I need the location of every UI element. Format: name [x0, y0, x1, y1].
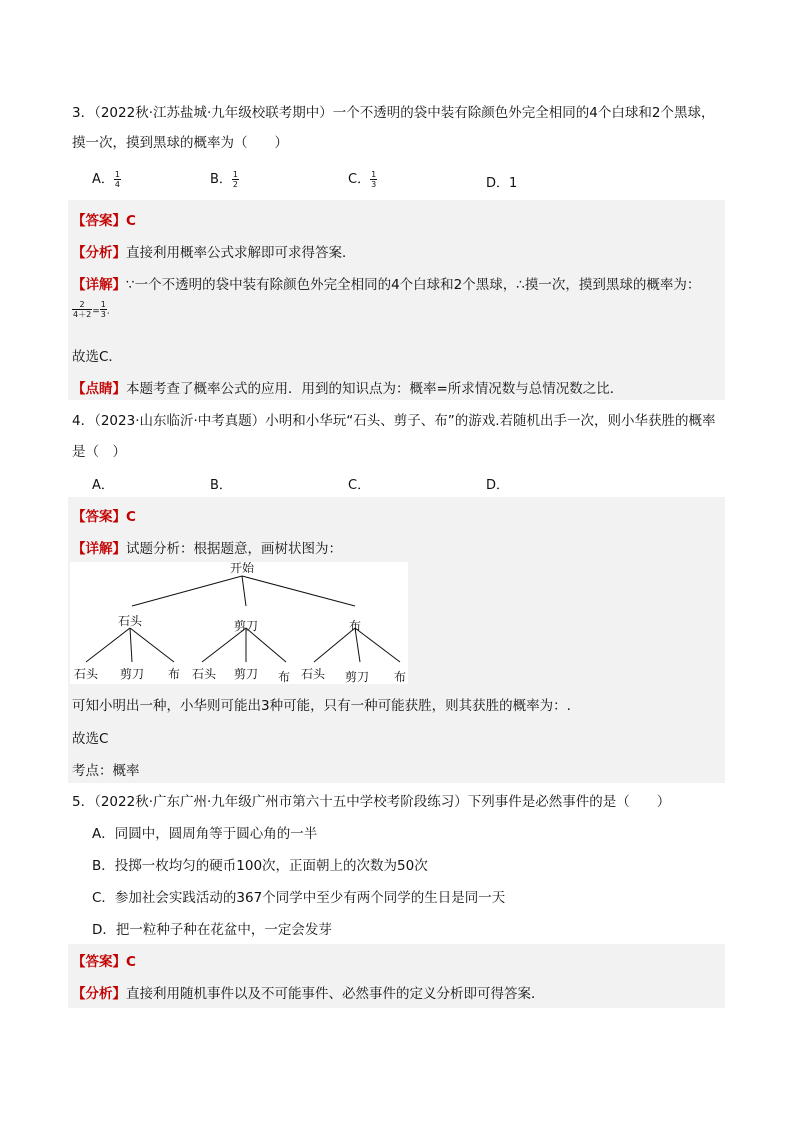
tree-level1-scissors: 剪刀: [233, 619, 259, 633]
q5-analysis: 【分析】直接利用随机事件以及不可能事件、必然事件的定义分析即可得答案．: [72, 986, 545, 1002]
q4-stem-line2: 是（ ）: [72, 444, 126, 460]
q5-option-d: D．把一粒种子种在花盆中，一定会发芽: [92, 922, 332, 938]
tree-level1-rock: 石头: [117, 614, 143, 628]
tree-leaf: 石头: [73, 667, 99, 681]
q3-solution-box: [68, 200, 725, 400]
q5-option-c: C．参加社会实践活动的367个同学中至少有两个同学的生日是同一天: [92, 890, 506, 906]
q4-choose: 故选C: [72, 731, 109, 747]
q4-option-a: A．: [92, 478, 114, 493]
q3-stem-line1: 3．（2022秋·江苏盐城·九年级校联考期中）一个不透明的袋中装有除颜色外完全相同的4个白球和2个黑球，: [72, 105, 715, 121]
tree-root-label: 开始: [229, 562, 255, 575]
q3-option-c: C． $\frac{1}{3}$: [348, 170, 377, 189]
q3-option-a: A． $\frac{1}{4}$: [92, 170, 120, 189]
tree-leaf: 石头: [300, 667, 326, 681]
q3-option-b: B． $\frac{1}{2}$: [210, 170, 239, 189]
tree-leaf: 布: [277, 670, 291, 684]
q3-option-d: D．1: [486, 176, 518, 191]
q3-detail: 【详解】∵一个不透明的袋中装有除颜色外完全相同的4个白球和2个黑球，∴摸一次，摸到黑球的概率为：: [72, 277, 701, 293]
q4-knowledge-point: 考点：概率: [72, 763, 140, 779]
tree-diagram: [70, 562, 408, 684]
q3-comment: 【点睛】本题考查了概率公式的应用．用到的知识点为：概率=所求情况数与总情况数之比．: [72, 381, 624, 397]
tree-leaf: 布: [393, 670, 407, 684]
tree-leaf: 布: [167, 667, 181, 681]
tree-leaf: 剪刀: [233, 667, 259, 681]
q3-choose: 故选C．: [72, 349, 122, 365]
q4-option-d: D．: [486, 478, 510, 493]
q3-formula: $\frac{2}{4+2}$ = $\frac{1}{3}$ ．: [73, 300, 116, 319]
q3-answer: 【答案】C: [72, 213, 136, 229]
q4-stem-line1: 4．（2023·山东临沂·中考真题）小明和小华玩“石头、剪子、布”的游戏.若随机出手一次，则小华获胜的概率: [72, 413, 716, 429]
q3-analysis: 【分析】直接利用概率公式求解即可求得答案．: [72, 245, 356, 261]
q5-answer: 【答案】C: [72, 954, 136, 970]
tree-level1-paper: 布: [348, 619, 362, 633]
q3-stem-line2: 摸一次，摸到黑球的概率为（ ）: [72, 135, 288, 151]
q5-stem: 5．（2022秋·广东广州·九年级广州市第六十五中学校考阶段练习）下列事件是必然事件的是（ ）: [72, 794, 671, 810]
q5-option-a: A．同圆中，圆周角等于圆心角的一半: [92, 826, 318, 842]
q4-conclusion: 可知小明出一种，小华则可能出3种可能，只有一种可能获胜，则其获胜的概率为：.: [72, 698, 571, 714]
q4-detail: 【详解】试题分析：根据题意，画树状图为：: [72, 541, 342, 557]
q5-option-b: B．投掷一枚均匀的硬币100次，正面朝上的次数为50次: [92, 858, 428, 874]
q4-option-b: B．: [210, 478, 232, 493]
tree-leaf: 剪刀: [119, 667, 145, 681]
q4-option-c: C．: [348, 478, 371, 493]
tree-leaf: 剪刀: [344, 670, 370, 684]
q4-answer: 【答案】C: [72, 509, 136, 525]
tree-leaf: 石头: [191, 667, 217, 681]
